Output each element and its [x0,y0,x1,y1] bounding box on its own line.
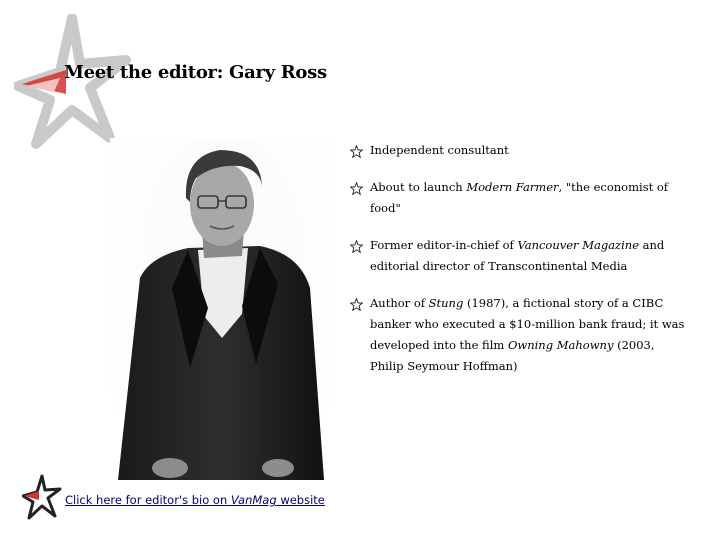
bullet-item: Author of Stung (1987), a fictional story of a CIBC banker who executed a $10-million bank fraud; it was developed into the film Owning Mahowny (2003, Philip Seymour Hoffman) [350,293,690,377]
star-logo-icon [14,14,134,154]
page-title: Meet the editor: Gary Ross [64,62,327,83]
editor-photo [110,138,336,480]
bullet-item: Independent consultant [350,140,690,161]
editor-bio-link[interactable]: Click here for editor's bio on VanMag website [65,493,325,507]
star-outline-icon [350,298,363,311]
star-outline-icon [350,240,363,253]
bullet-item: Former editor-in-chief of Vancouver Magazine and editorial director of Transcontinental Media [350,235,690,277]
bullet-list [350,140,690,393]
star-outline-icon [350,145,363,158]
bullet-item: About to launch Modern Farmer, "the economist of food" [350,177,690,219]
star-outline-icon [350,182,363,195]
star-link-icon [22,474,62,520]
